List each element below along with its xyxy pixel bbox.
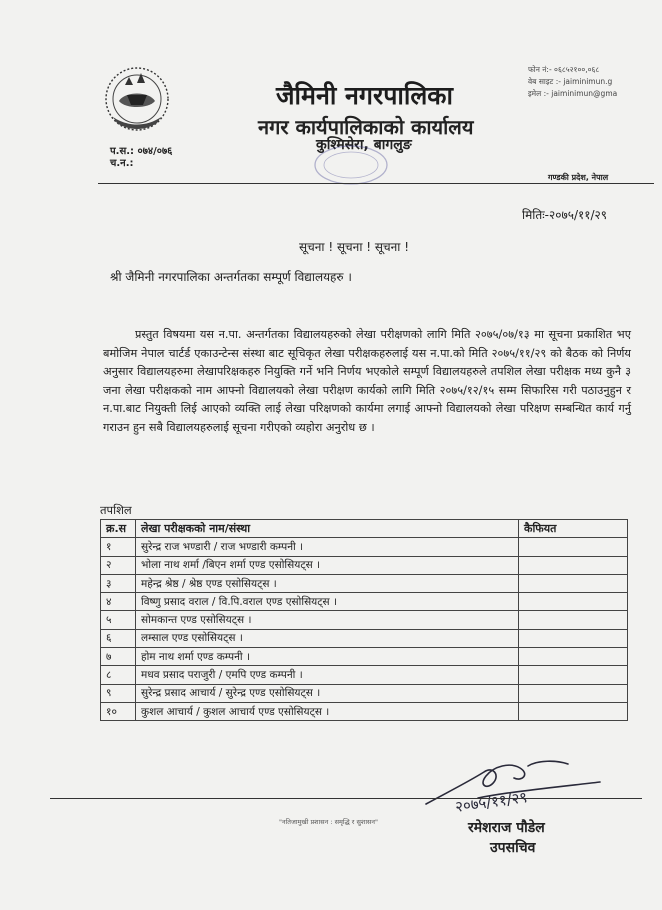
- row-auditor-name: सोमकान्त एण्ड एसोसियट्स ।: [136, 611, 519, 629]
- table-row: [101, 556, 628, 574]
- table-row: [101, 611, 628, 629]
- row-remarks: [519, 574, 628, 592]
- row-auditor-name: होम नाथ शर्मा एण्ड कम्पनी ।: [136, 648, 519, 666]
- col-header-serial: क्र.स: [101, 520, 136, 538]
- handwritten-signature-icon: [418, 752, 608, 818]
- row-auditor-name: विष्णु प्रसाद वराल / वि.पि.वराल एण्ड एसोसियट्स ।: [136, 593, 519, 611]
- table-row: [101, 538, 628, 556]
- footer-divider: [50, 798, 642, 799]
- addressee: श्री जैमिनी नगरपालिका अन्तर्गतका सम्पूर्ण विद्यालयहरु ।: [110, 270, 352, 284]
- row-remarks: [519, 538, 628, 556]
- row-remarks: [519, 702, 628, 720]
- province-name: गण्डकी प्रदेश, नेपाल: [548, 173, 609, 182]
- notice-body: [103, 326, 631, 438]
- row-remarks: [519, 629, 628, 647]
- row-auditor-name: लम्साल एण्ड एसोसियट्स ।: [136, 629, 519, 647]
- row-auditor-name: सुरेन्द्र राज भण्डारी / राज भण्डारी कम्पनी ।: [136, 538, 519, 556]
- row-serial: ९: [101, 684, 136, 702]
- footer-motto: "नतिजामुखी प्रशासन : समृद्धि र सुशासन": [279, 818, 379, 826]
- org-name: जैमिनी नगरपालिका: [276, 81, 453, 110]
- contact-email: इमेल :- jaiminimun@gma: [528, 89, 618, 98]
- table-row: [101, 666, 628, 684]
- contact-phone: फोन नं:- ०६८५२१००,०६८: [528, 65, 600, 74]
- row-auditor-name: सुरेन्द्र प्रसाद आचार्य / सुरेन्द्र एण्ड एसोसियट्स ।: [136, 684, 519, 702]
- row-serial: ८: [101, 666, 136, 684]
- ref-ps: प.स.: ०७४/०७६: [110, 146, 173, 157]
- body-paragraph: प्रस्तुत विषयमा यस न.पा. अन्तर्गतका विद्यालयहरुको लेखा परीक्षणको लागि मिति २०७५/०७/१३ मा सूचना प्रकाशित भए बमोजिम नेपाल चार्टर्ड एकाउन्टेन्स संस्था बाट सूचिकृत लेखा परीक्षकहरुलाई यस न.पा.को मिति २०७५/११/२९ को बैठक को निर्णय अनुसार विद्यालयहरुमा लेखापरिक्षकहरु नियुक्ति गर्ने भनि निर्णय भएकोले सम्पूर्ण विद्यालयहरुले तपशिल लेखा परीक्षक मध्य कुनै ३ जना लेखा परीक्षकको नाम आफ्नो विद्यालयको लेखा परीक्षण कार्यको लागि मिति २०७५/१२/१५ सम्म सिफारिस गरी पठाउनुहुन र न.पा.बाट नियुक्ती लिई आएको व्यक्ति लाई लेखा परिक्षणको कार्यमा लगाई आफ्नो विद्यालयको लेखा परिक्षण सम्बन्धित कार्य गर्नु गराउन हुन सबै विद्यालयहरुलाई सूचना गरीएको व्यहोरा अनुरोध छ ।: [103, 328, 631, 434]
- col-header-name: लेखा परीक्षकको नाम/संस्था: [136, 520, 519, 538]
- row-remarks: [519, 648, 628, 666]
- table-row: [101, 702, 628, 720]
- ref-cn: च.न.:: [110, 158, 134, 169]
- table-header-row: [101, 520, 628, 538]
- office-stamp-icon: [312, 144, 390, 186]
- signer-name: रमेशराज पौडेल: [468, 820, 545, 836]
- letter-date: मितिः-२०७५/११/२९: [522, 208, 607, 222]
- auditor-table: [100, 519, 628, 721]
- row-serial: १०: [101, 702, 136, 720]
- contact-website: वेब साइट :- jaiminimun.g: [528, 77, 613, 86]
- row-remarks: [519, 611, 628, 629]
- reference-numbers: [110, 146, 172, 170]
- table-label: तपशिल: [100, 503, 132, 517]
- col-header-remarks: कैफियत: [519, 520, 628, 538]
- row-serial: ३: [101, 574, 136, 592]
- row-remarks: [519, 684, 628, 702]
- row-serial: १: [101, 538, 136, 556]
- table-row: [101, 574, 628, 592]
- row-auditor-name: मधव प्रसाद पराजुरी / एमपि एण्ड कम्पनी ।: [136, 666, 519, 684]
- signature-date: २०७५/११/२९: [454, 788, 529, 816]
- office-location: कुश्मिसेरा, बागलुङ: [316, 137, 412, 153]
- nepal-government-emblem-icon: [103, 65, 171, 137]
- header-divider: [98, 183, 654, 184]
- office-name: नगर कार्यपालिकाको कार्यालय: [258, 115, 474, 139]
- row-serial: ५: [101, 611, 136, 629]
- row-remarks: [519, 556, 628, 574]
- row-remarks: [519, 593, 628, 611]
- table-row: [101, 629, 628, 647]
- contact-block: [528, 64, 662, 100]
- row-auditor-name: कुशल आचार्य / कुशल आचार्य एण्ड एसोसियट्स ।: [136, 702, 519, 720]
- notice-heading: सूचना ! सूचना ! सूचना !: [299, 240, 410, 254]
- table-row: [101, 593, 628, 611]
- row-serial: ७: [101, 648, 136, 666]
- row-serial: ६: [101, 629, 136, 647]
- row-serial: ४: [101, 593, 136, 611]
- table-row: [101, 684, 628, 702]
- signer-title: उपसचिव: [490, 840, 536, 856]
- row-remarks: [519, 666, 628, 684]
- table-row: [101, 648, 628, 666]
- row-auditor-name: भोला नाथ शर्मा /बिएन शर्मा एण्ड एसोसियट्स ।: [136, 556, 519, 574]
- row-serial: २: [101, 556, 136, 574]
- row-auditor-name: महेन्द्र श्रेष्ठ / श्रेष्ठ एण्ड एसोसियट्स ।: [136, 574, 519, 592]
